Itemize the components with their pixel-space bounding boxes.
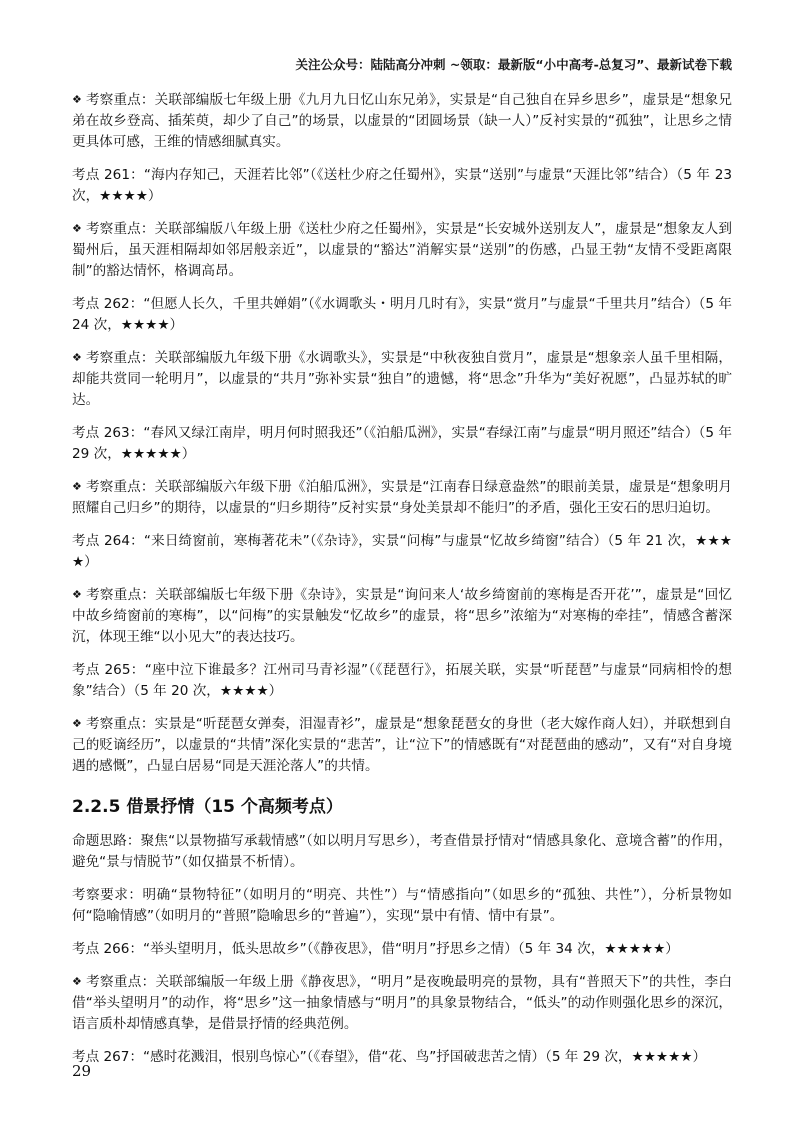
- section-title: 2.2.5 借景抒情（15 个高频考点）: [72, 797, 343, 817]
- paragraph-text: 考点 264：“来日绮窗前，寒梅著花未”（《杂诗》，实景“问梅”与虚景“忆故乡绮窗”结合）（5 年 21 次，★★★★）: [72, 533, 732, 570]
- diamond-bullet-icon: ❖: [72, 222, 82, 235]
- paragraph-text: 考察重点：关联部编版九年级下册《水调歌头》，实景是“中秋夜独自赏月”，虚景是“想象亲人虽千里相隔，却能共赏同一轮明月”，以虚景的“共月”弥补实景“独自”的遗憾，将“思念”升华为“美好祝愿”，凸显苏轼的旷达。: [72, 350, 732, 408]
- analysis-paragraph: [72, 714, 732, 777]
- analysis-paragraph: [72, 972, 732, 1035]
- paragraph-text: 考点 263：“春风又绿江南岸，明月何时照我还”（《泊船瓜洲》，实景“春绿江南”与虚景“明月照还”结合）（5 年 29 次，★★★★★）: [72, 425, 732, 462]
- intro-paragraph: [72, 885, 732, 927]
- exam-point: [72, 531, 732, 573]
- paragraph-text: 命题思路：聚焦“以景物描写承载情感”（如以明月写思乡），考查借景抒情对“情感具象化、意境含蓄”的作用，避免“景与情脱节”（如仅描景不析情）。: [72, 833, 732, 870]
- blocks-before-section: [72, 90, 732, 777]
- paragraph-text: 考察要求：明确“景物特征”（如明月的“明亮、共性”）与“情感指向”（如思乡的“孤独、共性”），分析景物如何“隐喻情感”（如明月的“普照”隐喻思乡的“普遍”），实现“景中有情、情中有景”。: [72, 887, 732, 924]
- exam-point: [72, 165, 732, 207]
- diamond-bullet-icon: ❖: [72, 480, 82, 493]
- diamond-bullet-icon: ❖: [72, 588, 83, 601]
- paragraph-text: 考点 265：“座中泣下谁最多？江州司马青衫湿”（《琵琶行》，拓展关联，实景“听琵琶”与虚景“同病相怜的想象”结合）（5 年 20 次，★★★★）: [72, 662, 732, 699]
- paragraph-text: 考察重点：实景是“听琵琶女弹奏，泪湿青衫”，虚景是“想象琵琶女的身世（老大嫁作商人妇），并联想到自己的贬谪经历”，以虚景的“共情”深化实景的“悲苦”，让“泣下”的情感既有“对琵琶曲的感动”，又有“对自身境遇的感慨”，凸显白居易“同是天涯沦落人”的共情。: [72, 716, 732, 774]
- analysis-paragraph: [72, 219, 732, 282]
- analysis-paragraph: [72, 477, 732, 519]
- intro-paragraph: [72, 831, 732, 873]
- page-header: 关注公众号：陆陆高分冲刺 ~领取：最新版“小中高考-总复习”、最新试卷下载: [295, 57, 732, 72]
- exam-point: [72, 294, 732, 336]
- paragraph-text: 考察重点：关联部编版七年级下册《杂诗》，实景是“询问来人‘故乡绮窗前的寒梅是否开花’”，虚景是“回忆中故乡绮窗前的寒梅”，以“问梅”的实景触发“忆故乡”的虚景，将“思乡”浓缩为“对寒梅的牵挂”，情感含蓄深沉，体现王维“以小见大”的表达技巧。: [72, 587, 732, 645]
- diamond-bullet-icon: ❖: [72, 717, 82, 730]
- paragraph-text: 考点 266：“举头望明月，低头思故乡”（《静夜思》，借“明月”抒思乡之情）（5 年 34 次，★★★★★）: [72, 941, 679, 957]
- exam-point: [72, 423, 732, 465]
- exam-point: [72, 939, 732, 960]
- analysis-paragraph: [72, 585, 732, 648]
- analysis-paragraph: [72, 348, 732, 411]
- page-number: 29: [72, 1062, 92, 1080]
- diamond-bullet-icon: ❖: [72, 351, 82, 364]
- paragraph-text: 考察重点：关联部编版七年级上册《九月九日忆山东兄弟》，实景是“自己独自在异乡思乡”，虚景是“想象兄弟在故乡登高、插茱萸，却少了自己”的场景，以虚景的“团圆场景（缺一人）”反衬实景的“孤独”，让思乡之情更具体可感，王维的情感细腻真实。: [72, 92, 732, 150]
- blocks-after-section: [72, 831, 732, 1068]
- exam-point: [72, 660, 732, 702]
- exam-point: [72, 1047, 732, 1068]
- paragraph-text: 考察重点：关联部编版八年级上册《送杜少府之任蜀州》，实景是“长安城外送别友人”，虚景是“想象友人到蜀州后，虽天涯相隔却如邻居般亲近”，以虚景的“豁达”消解实景“送别”的伤感，凸显王勃“友情不受距离限制”的豁达情怀，格调高昂。: [72, 221, 732, 279]
- paragraph-text: 考察重点：关联部编版一年级上册《静夜思》，“明月”是夜晚最明亮的景物，具有“普照天下”的共性，李白借“举头望明月”的动作，将“思乡”这一抽象情感与“明月”的具象景物结合，“低头”的动作则强化思乡的深沉，语言质朴却情感真挚，是借景抒情的经典范例。: [72, 974, 732, 1032]
- paragraph-text: 考点 267：“感时花溅泪，恨别鸟惊心”（《春望》，借“花、鸟”抒国破悲苦之情）（5 年 29 次，★★★★★）: [72, 1049, 707, 1065]
- diamond-bullet-icon: ❖: [72, 93, 82, 106]
- diamond-bullet-icon: ❖: [72, 975, 83, 988]
- paragraph-text: 考点 262：“但愿人长久，千里共婵娟”（《水调歌头・明月几时有》，实景“赏月”与虚景“千里共月”结合）（5 年 24 次，★★★★）: [72, 296, 732, 333]
- analysis-paragraph: [72, 90, 732, 153]
- page-content: [72, 90, 732, 1080]
- paragraph-text: 考点 261：“海内存知己，天涯若比邻”（《送杜少府之任蜀州》，实景“送别”与虚景“天涯比邻”结合）（5 年 23 次，★★★★）: [72, 167, 732, 204]
- paragraph-text: 考察重点：关联部编版六年级下册《泊船瓜洲》，实景是“江南春日绿意盎然”的眼前美景，虚景是“想象明月照耀自己归乡”的期待，以虚景的“归乡期待”反衬实景“身处美景却不能归”的矛盾，强化王安石的思归迫切。: [72, 479, 732, 516]
